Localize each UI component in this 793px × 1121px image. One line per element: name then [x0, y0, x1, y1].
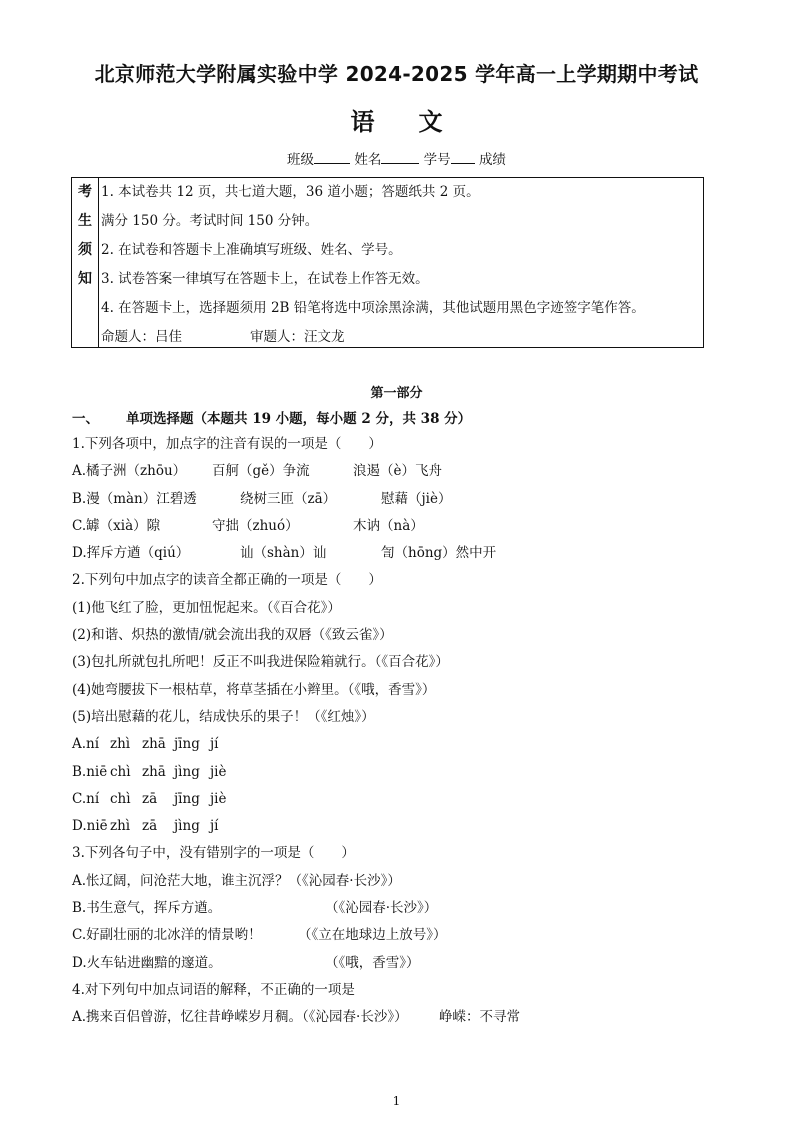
question-2-option-b[interactable] [72, 759, 732, 786]
option-part: B.漫（màn）江碧透 [72, 490, 197, 507]
subject-title [0, 102, 793, 137]
notice-line: 4. 在答题卡上，选择题须用 2B 铅笔将选中项涂黑涂满，其他试题用黑色字迹签字笔作答。 [101, 300, 645, 316]
option-part: 訇（hōng）然中开 [381, 545, 497, 562]
option-source: （《沁园春·长沙》） [325, 900, 438, 917]
pinyin: zhā [142, 736, 166, 753]
option-part: 浪遏（è）飞舟 [353, 463, 442, 480]
question-2-sentence: (3)包扎所就包扎所吧！反正不叫我进保险箱就行。（《百合花》） [72, 654, 449, 671]
pinyin: jīng [174, 736, 200, 753]
pinyin: chì [110, 790, 131, 807]
pinyin: A.ní [72, 736, 100, 753]
notice-line: 2. 在试卷和答题卡上准确填写班级、姓名、学号。 [101, 242, 402, 258]
pinyin: zhì [110, 736, 131, 753]
pinyin: C.ní [72, 790, 100, 807]
question-2-option-a[interactable] [72, 731, 732, 758]
page-number: 1 [392, 1094, 401, 1108]
pinyin: chì [110, 763, 131, 780]
subject-char-2: 文 [418, 108, 443, 136]
part-title: 第一部分 [370, 386, 423, 401]
pinyin: jiè [210, 763, 227, 780]
questions [72, 431, 732, 1032]
exam-notice-box [71, 177, 704, 348]
option-part: 讪（shàn）讪 [240, 545, 327, 562]
question-2-option-d[interactable] [72, 813, 732, 840]
pinyin: zā [142, 790, 158, 807]
pinyin: jí [210, 818, 219, 835]
option-text: A.怅辽阔，问沧茫大地，谁主沉浮？（《沁园春·长沙》） [72, 872, 401, 889]
option-text: D.火车钻进幽黯的邃道。 [72, 954, 222, 971]
section-title: 单项选择题（本题共 19 小题，每小题 2 分，共 38 分） [126, 411, 472, 427]
question-3-option-d[interactable] [72, 950, 732, 977]
option-source: （《哦，香雪》） [325, 954, 420, 971]
pinyin: jìng [174, 763, 200, 780]
reviewer-label: 审题人：汪文龙 [250, 329, 345, 345]
pinyin: B.niē [72, 763, 108, 780]
pinyin: jiè [210, 790, 227, 807]
question-3-option-a[interactable] [72, 868, 732, 895]
option-part: C.罅（xià）隙 [72, 517, 161, 534]
id-blank[interactable] [451, 151, 475, 164]
class-blank[interactable] [314, 151, 350, 164]
id-label: 学号 [423, 152, 451, 168]
option-source: （《立在地球边上放号》） [298, 927, 447, 944]
question-1-option-c[interactable] [72, 513, 732, 540]
name-blank[interactable] [381, 151, 419, 164]
notice-body [101, 178, 699, 352]
option-part: 木讷（nà） [353, 517, 424, 534]
pinyin: D.niē [72, 818, 108, 835]
name-label: 姓名 [354, 152, 382, 168]
option-text: C.好副壮丽的北冰洋的情景哟！ [72, 927, 262, 944]
option-note: 峥嵘：不寻常 [439, 1009, 520, 1026]
notice-label-char: 生 [78, 213, 92, 229]
section-heading [72, 407, 471, 427]
notice-line: 3. 试卷答案一律填写在答题卡上，在试卷上作答无效。 [101, 271, 429, 287]
question-2-sentence: (5)培出慰藉的花儿，结成快乐的果子！（《红烛》） [72, 708, 375, 725]
student-info-line [0, 148, 793, 168]
option-text: B.书生意气，挥斥方遒。 [72, 900, 222, 917]
subject-char-1: 语 [350, 108, 375, 136]
question-3-stem: 3.下列各句子中，没有错别字的一项是（ ） [72, 845, 355, 862]
section-number: 一、 [72, 411, 99, 427]
pinyin: zhā [142, 763, 166, 780]
author-label: 命题人：吕佳 [101, 329, 182, 345]
notice-label-char: 须 [78, 242, 92, 258]
exam-title: 北京师范大学附属实验中学 2024-2025 学年高一上学期期中考试 [94, 62, 699, 86]
notice-label-char: 知 [78, 271, 92, 287]
question-2-stem: 2.下列句中加点字的读音全都正确的一项是（ ） [72, 572, 382, 589]
option-part: D.挥斥方遒（qiú） [72, 545, 190, 562]
option-part: A.橘子洲（zhōu） [72, 463, 187, 480]
question-1-option-a[interactable] [72, 458, 732, 485]
option-part: 绕树三匝（zā） [240, 490, 337, 507]
question-4-option-a[interactable] [72, 1004, 732, 1031]
question-2-sentence: (2)和谐、炽热的激情/就会流出我的双唇（《致云雀》） [72, 627, 393, 644]
notice-label-char: 考 [78, 184, 92, 200]
pinyin: jí [210, 736, 219, 753]
question-2-sentence: (4)她弯腰拔下一根枯草，将草茎插在小辫里。（《哦，香雪》） [72, 681, 436, 698]
pinyin: zā [142, 818, 158, 835]
question-2-sentence: (1)他飞红了脸，更加忸怩起来。（《百合花》） [72, 599, 341, 616]
score-label: 成绩 [478, 152, 506, 168]
pinyin: jīng [174, 790, 200, 807]
notice-authors [101, 323, 699, 352]
pinyin: jìng [174, 818, 200, 835]
option-part: 慰藉（jiè） [381, 490, 452, 507]
notice-line: 1. 本试卷共 12 页，共七道大题，36 道小题；答题纸共 2 页。 [101, 184, 480, 200]
option-part: 守拙（zhuó） [212, 517, 299, 534]
notice-label-column [72, 178, 99, 347]
question-1-option-d[interactable] [72, 540, 732, 567]
option-text: A.携来百侣曾游，忆往昔峥嵘岁月稠。（《沁园春·长沙》） [72, 1009, 408, 1026]
question-2-option-c[interactable] [72, 786, 732, 813]
question-3-option-b[interactable] [72, 895, 732, 922]
class-label: 班级 [287, 152, 315, 168]
notice-line: 满分 150 分。考试时间 150 分钟。 [101, 213, 319, 229]
option-part: 百舸（gě）争流 [212, 463, 310, 480]
question-1-option-b[interactable] [72, 486, 732, 513]
question-1-stem: 1.下列各项中，加点字的注音有误的一项是（ ） [72, 436, 382, 452]
question-3-option-c[interactable] [72, 922, 732, 949]
pinyin: zhì [110, 818, 131, 835]
question-4-stem: 4.对下列句中加点词语的解释，不正确的一项是 [72, 981, 355, 998]
